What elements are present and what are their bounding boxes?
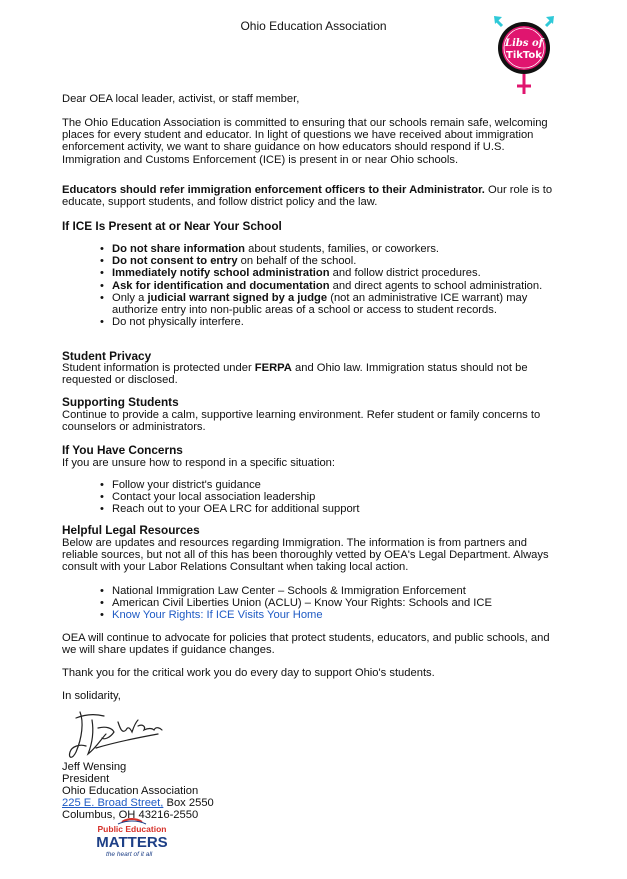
list-item [100,280,570,292]
ice-list [100,243,570,328]
legal-heading: Helpful Legal Resources [62,523,200,537]
concerns-heading: If You Have Concerns [62,443,183,457]
privacy-rest: and Ohio law. Immigration status should not be requested or disclosed. [62,362,528,387]
letterhead-title: Ohio Education Association [240,19,387,33]
list-item: • National Immigration Law Center – Schools & Immigration Enforcement [100,585,570,597]
item-text: on behalf of the school. [237,255,357,268]
intro-paragraph: The Ohio Education Association is committed to ensuring that our schools remain safe, welcoming places for every student and educator. In light of questions we have received about immigration enforcement activity, we want to share guidance on how educators should respond if U.S. Immigration and Customs Enforcement (ICE) is present in or near Ohio schools. [62,117,548,166]
signer-title: President [62,773,110,785]
item-bold: Do not consent to entry [112,255,238,268]
item-text: about students, families, or coworkers. [245,243,440,255]
logo-line1: Libs of [505,38,543,49]
know-your-rights-link[interactable]: Know Your Rights: If ICE Visits Your Home [112,609,323,622]
logo-line2: TikTok [506,50,542,61]
greeting: Dear OEA local leader, activist, or staff member, [62,93,300,105]
libs-of-tiktok-logo [494,16,554,98]
ice-heading: If ICE Is Present at or Near Your School [62,219,282,233]
list-item [100,267,570,279]
footer-logo-line2: MATTERS [96,834,168,851]
list-item: • American Civil Liberties Union (ACLU) – Know Your Rights: Schools and ICE [100,597,570,609]
list-item: • Reach out to your OEA LRC for additional support [100,503,570,515]
signer-org: Ohio Education Association [62,785,199,797]
list-item [100,316,570,328]
item-bold: Immediately notify school administration [112,267,330,280]
item-text: and follow district procedures. [329,267,481,280]
privacy-heading: Student Privacy [62,349,152,363]
privacy-pre: Student information is protected under [62,362,255,374]
item-text: and direct agents to school administration. [329,279,543,292]
supporting-paragraph: Continue to provide a calm, supportive learning environment. Refer student or family concerns to counselors or administrators. [62,409,541,434]
item-bold: Ask for identification and documentation [112,279,330,292]
list-item [100,255,570,267]
item-bold: Do not share information [112,243,246,255]
refer-paragraph [62,184,562,208]
advocate-paragraph: OEA will continue to advocate for policies that protect students, educators, and public schools, and we will share updates if guidance changes. [62,632,550,657]
item-bold: judicial warrant signed by a judge [147,291,328,304]
refer-bold: Educators should refer immigration enforcement officers to their Administrator. [62,184,485,196]
list-item [100,292,570,316]
closing: In solidarity, [62,690,121,702]
privacy-paragraph [62,362,562,386]
list-item [100,243,570,255]
refer-rest: Our role is to educate, support students, and follow district policy and the law. [62,184,553,209]
item-text: (not an administrative ICE warrant) may authorize entry into non-public areas of a school or access to student records. [112,291,528,317]
supporting-heading: Supporting Students [62,395,179,409]
city-line: Columbus, OH 43216-2550 [62,809,199,821]
list-item: • Contact your local association leadership [100,491,570,503]
signer-name: Jeff Wensing [62,761,127,773]
footer-logo-line1: Public Education [97,824,167,834]
concerns-paragraph: If you are unsure how to respond in a specific situation: [62,457,336,469]
thanks-paragraph: Thank you for the critical work you do every day to support Ohio's students. [62,667,435,679]
list-item: • Follow your district's guidance [100,479,570,491]
legal-list [100,585,570,622]
footer-logo-tagline: the heart of it all [106,851,153,858]
privacy-bold: FERPA [254,362,292,374]
public-education-matters-logo [82,818,182,864]
item-pre: Only a [112,291,148,304]
list-item [100,609,570,621]
legal-paragraph: Below are updates and resources regarding Immigration. The information is from partners and reliable sources, but not all of this has been thoroughly vetted by OEA's Legal Department. Always consult with your Labor Relations Consultant when taking local action. [62,537,549,574]
address-line [62,797,562,809]
handwritten-signature [66,708,176,764]
address-link[interactable]: 225 E. Broad Street, [62,797,164,809]
concerns-list [100,479,570,516]
address-rest: Box 2550 [163,797,214,809]
item-text: Do not physically interfere. [112,316,244,329]
